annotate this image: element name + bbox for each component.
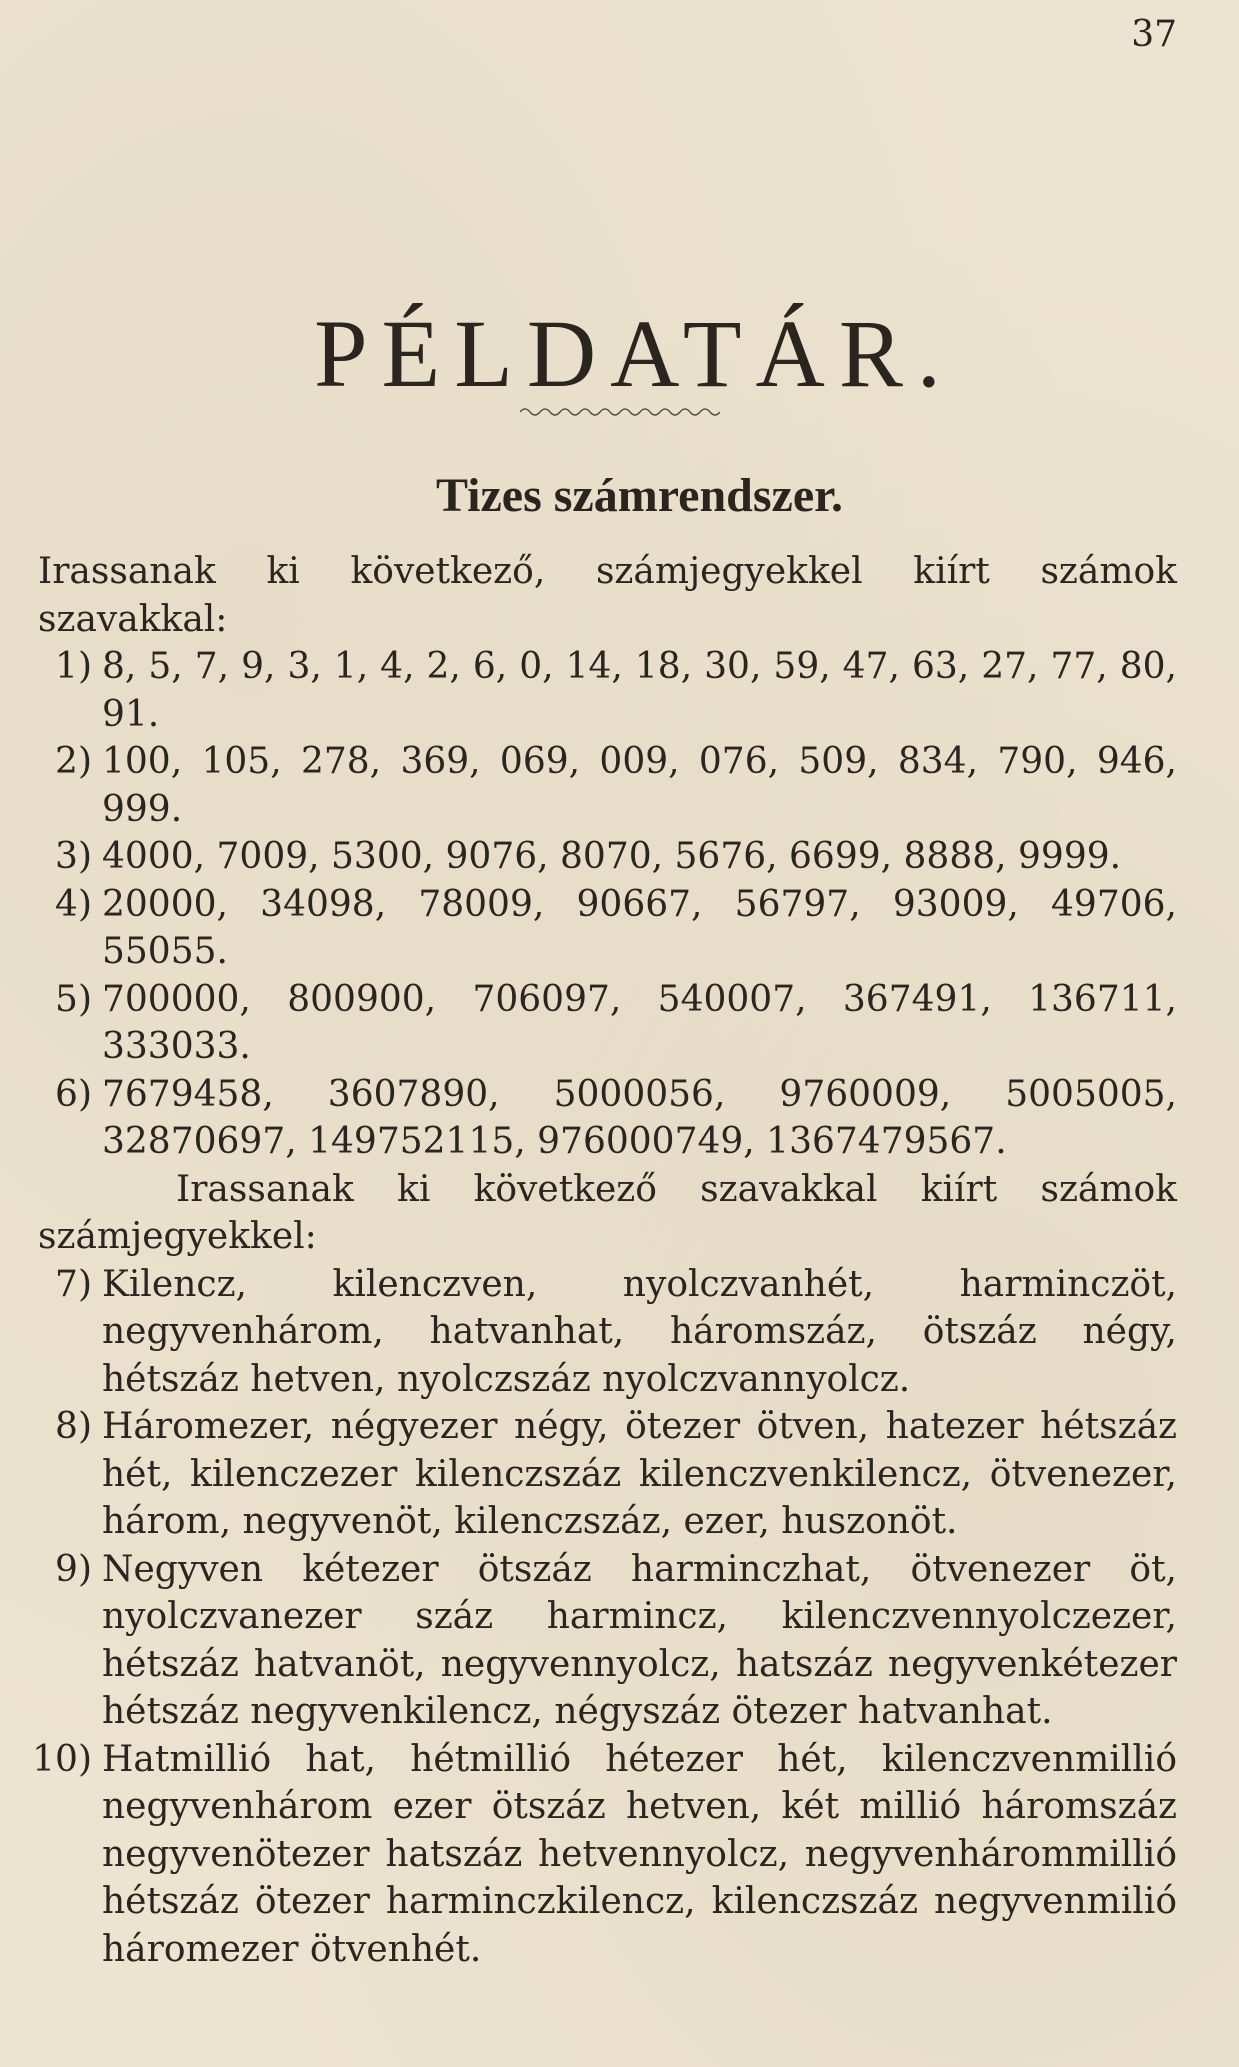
item-text: 700000, 800900, 706097, 540007, 367491, 136711, 333033. (102, 978, 1177, 1067)
wavy-ornament (520, 404, 720, 420)
item-number: 3) (55, 836, 92, 877)
item-text: Hatmillió hat, hétmillió hétezer hét, kilenczvenmillió negyvenhárom ezer ötszáz hetven, két millió háromszáz negyvenötezer hatszáz hetvennyolcz, negyvenhárommillió hétszáz ötezer harminczkilencz, kilenczszáz negyvenmilió háromezer ötvenhét. (102, 1738, 1177, 1970)
item-number: 1) (55, 646, 92, 687)
item-text: 20000, 34098, 78009, 90667, 56797, 93009, 49706, 55055. (102, 883, 1177, 972)
exercise-item (0, 1261, 1239, 1404)
item-number: 7) (55, 1263, 92, 1305)
item-number: 4) (55, 883, 92, 925)
item-text: Negyven kétezer ötszáz harminczhat, ötvenezer öt, nyolczvanezer száz harmincz, kilenczvennyolczezer, hétszáz hatvanöt, negyvennyolcz, hatszáz negyvenkétezer hétszáz negyvenkilencz, négyszáz ötezer hatvanhat. (102, 1548, 1177, 1732)
item-text: 8, 5, 7, 9, 3, 1, 4, 2, 6, 0, 14, 18, 30, 59, 47, 63, 27, 77, 80, 91. (102, 646, 1177, 735)
item-number: 5) (55, 978, 92, 1020)
page-number: 37 (1131, 14, 1177, 55)
exercise-list (0, 548, 1239, 1973)
page-title: PÉLDATÁR. (314, 300, 955, 407)
instruction-digits: Irassanak ki következő szavakkal kiírt számok számjegyekkel: (38, 1168, 1177, 1257)
item-number: 6) (55, 1073, 92, 1115)
item-number: 10) (32, 1738, 92, 1780)
exercise-item (0, 833, 1239, 881)
exercise-item (0, 738, 1239, 833)
exercise-item (0, 1071, 1239, 1166)
item-text: 4000, 7009, 5300, 9076, 8070, 5676, 6699, 8888, 9999. (102, 836, 1122, 877)
instruction-words: Irassanak ki következő, számjegyekkel kiírt számok szavakkal: (38, 551, 1177, 640)
item-number: 9) (55, 1548, 92, 1590)
item-text: Háromezer, négyezer négy, ötezer ötven, hatezer hétszáz hét, kilenczezer kilenczszáz kilenczvenkilencz, ötvenezer, három, negyvenöt, kilenczszáz, ezer, huszonöt. (102, 1406, 1177, 1542)
section-heading: Tizes számrendszer. (435, 469, 844, 522)
exercise-item (0, 1736, 1239, 1974)
item-text: 100, 105, 278, 369, 069, 009, 076, 509, 834, 790, 946, 999. (102, 741, 1177, 830)
exercise-item (0, 1403, 1239, 1546)
item-text: Kilencz, kilenczven, nyolczvanhét, harminczöt, negyvenhárom, hatvanhat, háromszáz, ötszáz négy, hétszáz hetven, nyolczszáz nyolczvannyolcz. (102, 1263, 1177, 1400)
exercise-item (0, 1546, 1239, 1736)
exercise-item (0, 976, 1239, 1071)
item-number: 8) (55, 1406, 92, 1447)
exercise-item (0, 643, 1239, 738)
exercise-item (0, 881, 1239, 976)
item-number: 2) (55, 741, 92, 782)
item-text: 7679458, 3607890, 5000056, 9760009, 5005005, 32870697, 149752115, 976000749, 1367479567. (102, 1073, 1177, 1162)
